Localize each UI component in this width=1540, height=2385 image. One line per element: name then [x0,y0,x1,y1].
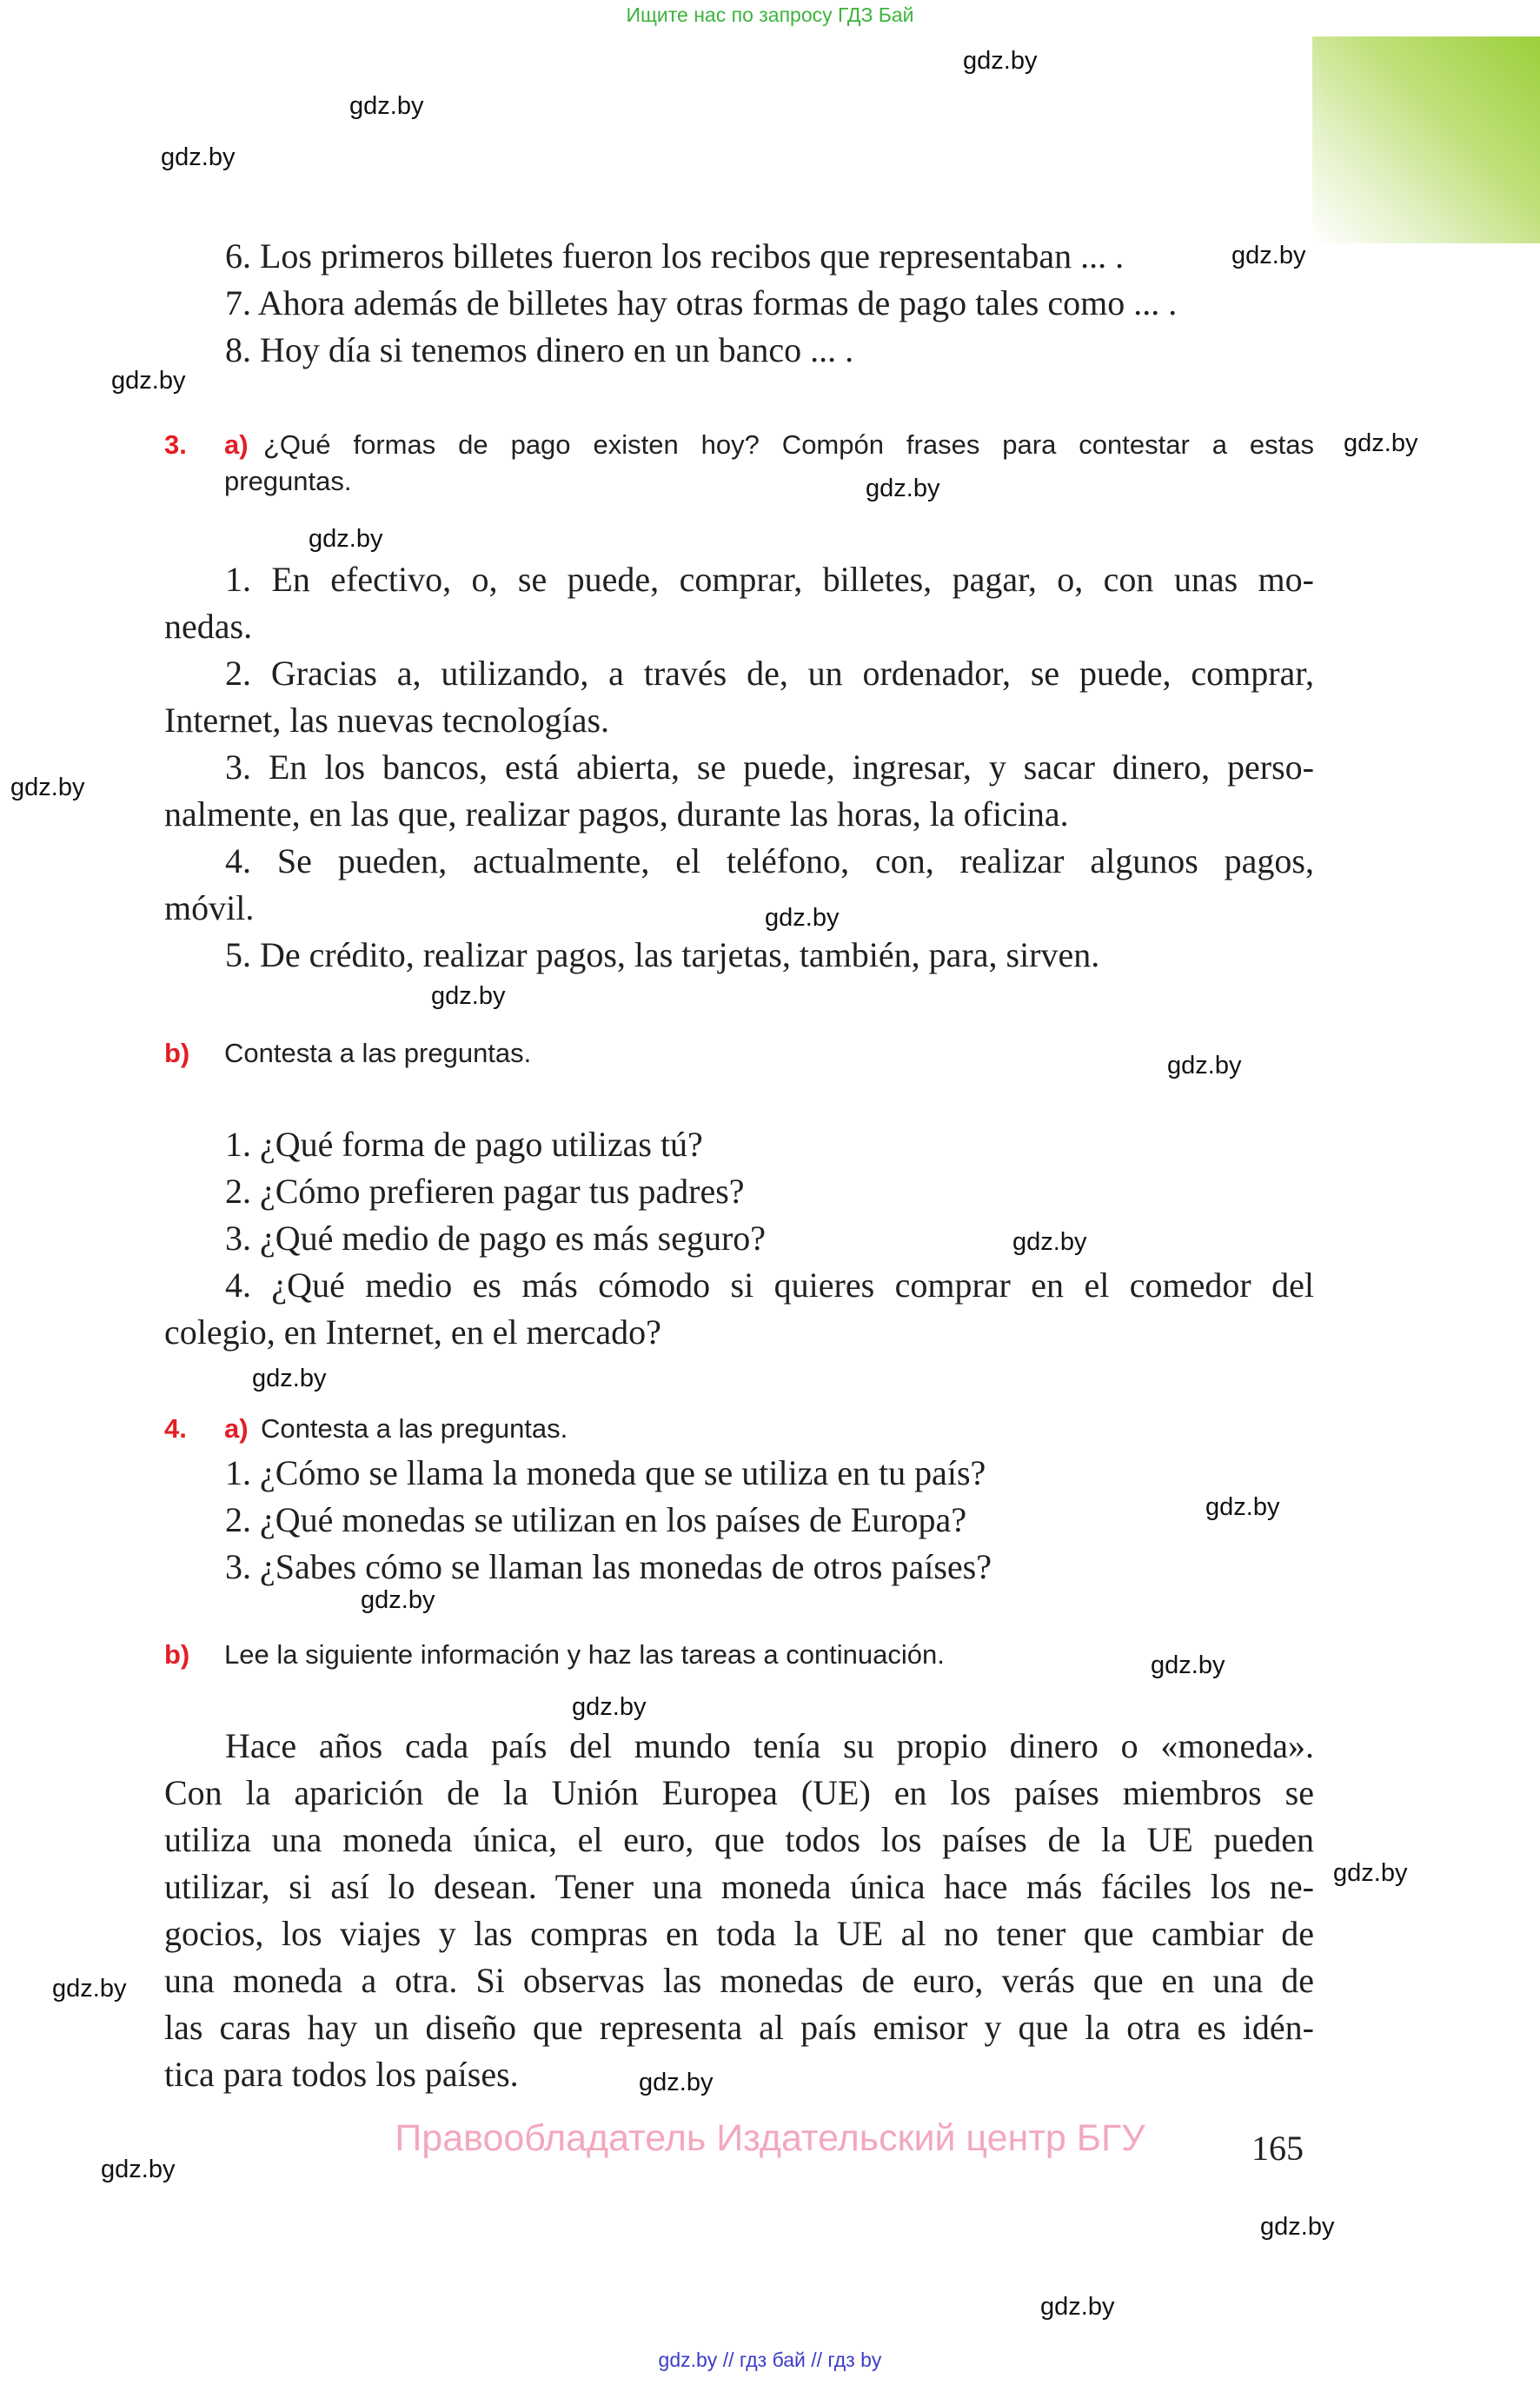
list-item: colegio, en Internet, en el mercado? [164,1312,661,1352]
task-instruction: Contesta a las preguntas. [261,1413,568,1444]
paragraph-line: tica para todos los países. [164,2055,519,2094]
watermark: gdz.by [1205,1493,1280,1521]
list-item: nalmente, en las que, realizar pagos, durante las horas, la oficina. [164,794,1069,834]
watermark: gdz.by [1231,242,1306,269]
task-marker: b) [164,1639,190,1670]
list-item: Internet, las nuevas tecnologías. [164,701,610,740]
task-marker: b) [164,1038,190,1068]
paragraph-line: Hace años cada país del mundo tenía su propio dinero o «moneda». [225,1726,1314,1765]
list-item: 1. En efectivo, o, se puede, comprar, billetes, pagar, o, con unas mo- [225,560,1314,599]
copyright-holder: Правообладатель Издательский центр БГУ [395,2117,1145,2159]
list-item: 6. Los primeros billetes fueron los recibos que representaban ... . [225,236,1125,276]
paragraph-line: utilizar, si así lo desean. Tener una moneda única hace más fáciles los ne- [164,1867,1314,1906]
list-item: 4. ¿Qué medio es más cómodo si quieres comprar en el comedor del [225,1266,1314,1305]
watermark: gdz.by [1012,1228,1087,1256]
list-item: 7. Ahora además de billetes hay otras formas de pago tales como ... . [225,283,1178,322]
task-marker: a) [224,429,249,460]
watermark: gdz.by [1333,1859,1408,1887]
watermark: gdz.by [101,2156,176,2183]
task-instruction: Lee la siguiente información y haz las tareas a continuación. [224,1639,945,1670]
exercise-number: 4. [164,1413,187,1444]
watermark: gdz.by [111,367,186,395]
list-item: 8. Hoy día si tenemos dinero en un banco ... . [225,330,854,369]
list-item: nedas. [164,607,253,646]
watermark: gdz.by [639,2069,714,2096]
watermark: gdz.by [1167,1052,1242,1080]
page-corner-decoration [1312,37,1540,243]
list-item: 1. ¿Cómo se llama la moneda que se utiliza en tu país? [225,1453,986,1492]
paragraph-line: utiliza una moneda única, el euro, que todos los países de la UE pueden [164,1820,1314,1859]
exercise-number: 3. [164,429,187,460]
task-instruction: preguntas. [224,466,352,496]
watermark: gdz.by [361,1586,435,1614]
task-marker: a) [224,1413,249,1444]
list-item: 2. Gracias a, utilizando, a través de, un ordenador, se puede, comprar, [225,654,1314,693]
watermark: gdz.by [1040,2293,1115,2321]
watermark: gdz.by [1151,1651,1225,1679]
paragraph-line: Con la aparición de la Unión Europea (UE) en los países miembros se [164,1773,1314,1812]
watermark: gdz.by [1344,429,1418,457]
watermark: gdz.by [252,1365,327,1392]
task-instruction: Contesta a las preguntas. [224,1038,532,1068]
watermark: gdz.by [349,92,424,120]
watermark: gdz.by [52,1975,127,2003]
watermark: gdz.by [10,774,85,801]
paragraph-line: una moneda a otra. Si observas las monedas de euro, verás que en una de [164,1961,1314,2000]
list-item: 2. ¿Cómo prefieren pagar tus padres? [225,1172,745,1211]
paragraph-line: gocios, los viajes y las compras en toda la UE al no tener que cambiar de [164,1914,1314,1953]
task-instruction: ¿Qué formas de pago existen hoy? Compón frases para contestar a estas [263,429,1314,460]
watermark: gdz.by [866,475,940,502]
list-item: 3. En los bancos, está abierta, se puede, ingresar, y sacar dinero, perso- [225,747,1314,787]
page-number: 165 [1251,2129,1304,2168]
footer-links[interactable]: gdz.by // гдз бай // гдз by [658,2348,882,2371]
watermark: gdz.by [765,904,840,932]
list-item: 3. ¿Qué medio de pago es más seguro? [225,1219,767,1258]
list-item: 3. ¿Sabes cómo se llaman las monedas de otros países? [225,1547,992,1586]
search-hint-banner: Ищите нас по запросу ГДЗ Бай [626,3,914,26]
watermark: gdz.by [963,47,1038,75]
watermark: gdz.by [309,525,383,553]
list-item: 2. ¿Qué monedas se utilizan en los países de Europa? [225,1500,967,1539]
watermark: gdz.by [572,1693,647,1721]
watermark: gdz.by [161,143,236,171]
list-item: 1. ¿Qué forma de pago utilizas tú? [225,1125,703,1164]
paragraph-line: las caras hay un diseño que representa al país emisor y que la otra es idén- [164,2008,1314,2047]
list-item: 5. De crédito, realizar pagos, las tarjetas, también, para, sirven. [225,935,1100,974]
list-item: móvil. [164,888,255,927]
watermark: gdz.by [431,982,506,1010]
list-item: 4. Se pueden, actualmente, el teléfono, con, realizar algunos pagos, [225,841,1314,880]
watermark: gdz.by [1260,2213,1335,2241]
